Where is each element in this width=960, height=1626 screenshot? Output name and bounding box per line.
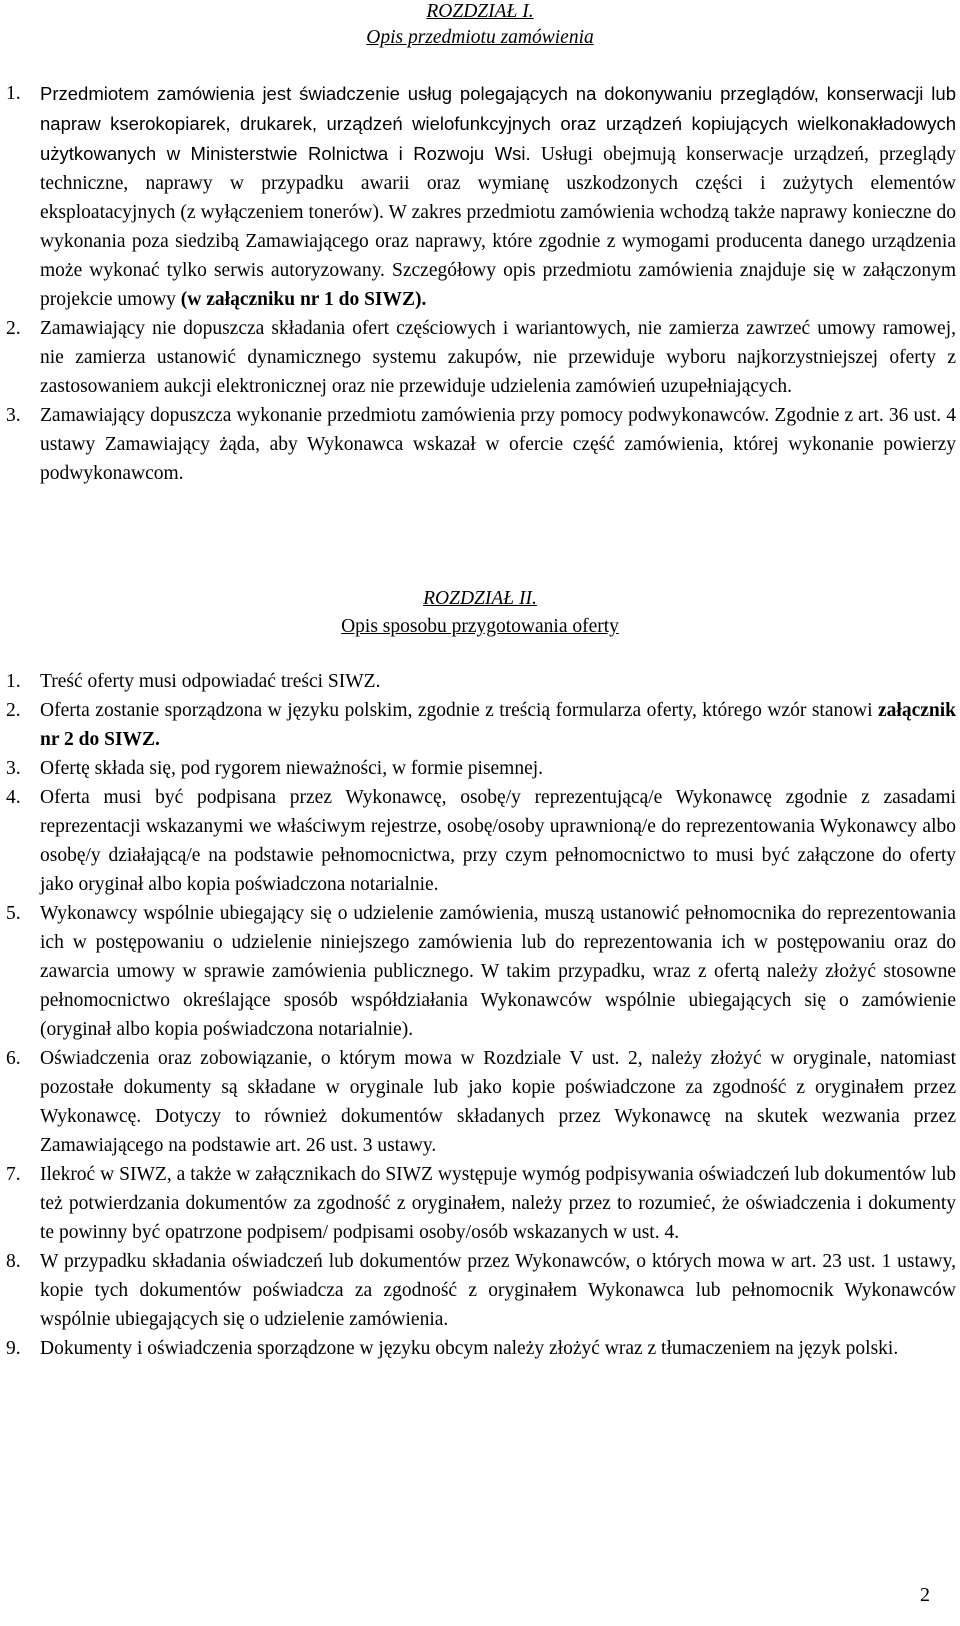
chapter-1-item-2 bbox=[6, 314, 956, 401]
chapter-2-item-2 bbox=[6, 696, 956, 754]
item-number: 3. bbox=[6, 758, 21, 779]
item-text bbox=[40, 696, 956, 754]
chapter-2-item-9 bbox=[6, 1334, 956, 1363]
item-number: 1. bbox=[6, 671, 21, 692]
item-number: 6. bbox=[6, 1048, 21, 1069]
chapter-1-item-3 bbox=[6, 401, 956, 488]
chapter-2-item-7 bbox=[6, 1160, 956, 1247]
chapter-2-item-8 bbox=[6, 1247, 956, 1334]
item-number: 4. bbox=[6, 787, 21, 808]
item-number: 2. bbox=[6, 318, 21, 339]
chapter-2-list bbox=[6, 667, 956, 1363]
item-text-main: Oferta zostanie sporządzona w języku polskim, zgodnie z treścią formularza oferty, którego wzór stanowi bbox=[40, 700, 878, 721]
chapter-2-item-4 bbox=[6, 783, 956, 899]
chapter-1-heading bbox=[0, 0, 960, 51]
chapter-1-subtitle: Opis przedmiotu zamówienia bbox=[366, 27, 594, 48]
chapter-1-list bbox=[6, 79, 956, 488]
chapter-2-subtitle: Opis sposobu przygotowania oferty bbox=[341, 616, 619, 637]
chapter-2-item-3 bbox=[6, 754, 956, 783]
item-text-bold: załącznik nr 2 do SIWZ. bbox=[40, 700, 956, 750]
item-number: 9. bbox=[6, 1338, 21, 1359]
item-text: Treść oferty musi odpowiadać treści SIWZ. bbox=[40, 671, 381, 692]
item-text: Oświadczenia oraz zobowiązanie, o którym mowa w Rozdziale V ust. 2, należy złożyć w oryginale, natomiast pozostałe dokumenty są składane w oryginale lub jako kopie poświadczone za zgodność z oryginałem przez Wykonawcę. Dotyczy to również dokumentów składanych przez Wykonawcę na skutek wezwania przez Zamawiającego na podstawie art. 26 ust. 3 ustawy. bbox=[40, 1048, 956, 1156]
item-text-bold: (w załączniku nr 1 do SIWZ). bbox=[180, 289, 427, 310]
chapter-2-item-5 bbox=[6, 899, 956, 1044]
chapter-2-title: ROZDZIAŁ II. bbox=[423, 588, 537, 609]
item-text: Ilekroć w SIWZ, a także w załącznikach do SIWZ występuje wymóg podpisywania oświadczeń lub dokumentów lub też potwierdzania dokumentów za zgodność z oryginałem, należy przez to rozumieć, że oświadczenia i dokumenty te powinny być opatrzone podpisem/ podpisami osoby/osób wskazanych w ust. 4. bbox=[40, 1164, 956, 1243]
chapter-2-item-1 bbox=[6, 667, 956, 696]
item-number: 8. bbox=[6, 1251, 21, 1272]
item-text: Oferta musi być podpisana przez Wykonawcę, osobę/y reprezentującą/e Wykonawcę zgodnie z zasadami reprezentacji wskazanymi we właściwym rejestrze, osobę/osoby uprawnioną/e do reprezentowania Wykonawcy albo osobę/y działającą/e na podstawie pełnomocnictwa, przy czym pełnomocnictwo to musi być załączone do oferty jako oryginał albo kopia poświadczona notarialnie. bbox=[40, 787, 956, 895]
item-text: Zamawiający dopuszcza wykonanie przedmiotu zamówienia przy pomocy podwykonawców. Zgodnie z art. 36 ust. 4 ustawy Zamawiający żąda, aby Wykonawca wskazał w ofercie część zamówienia, której wykonanie powierzy podwykonawcom. bbox=[40, 405, 956, 484]
item-number: 3. bbox=[6, 405, 21, 426]
item-text: Ofertę składa się, pod rygorem nieważności, w formie pisemnej. bbox=[40, 758, 544, 779]
item-number: 2. bbox=[6, 700, 21, 721]
item-number: 1. bbox=[6, 83, 21, 104]
chapter-1-item-1 bbox=[6, 79, 956, 314]
chapter-2-heading bbox=[0, 586, 960, 640]
item-text: Zamawiający nie dopuszcza składania ofert częściowych i wariantowych, nie zamierza zawrzeć umowy ramowej, nie zamierza ustanowić dynamicznego systemu zakupów, nie przewiduje wyboru najkorzystniejszej oferty z zastosowaniem aukcji elektronicznej oraz nie przewiduje udzielenia zamówień uzupełniających. bbox=[40, 318, 956, 397]
chapter-2-item-6 bbox=[6, 1044, 956, 1160]
item-number: 5. bbox=[6, 903, 21, 924]
item-number: 7. bbox=[6, 1164, 21, 1185]
item-text-sans: Przedmiotem zamówienia jest świadczenie usług polegających na dokonywaniu przeglądów, konserwacji lub napraw kserokopiarek, drukarek, urządzeń wielofunkcyjnych oraz urządzeń kopiujących wielkonakładowych użytkowanych w Ministerstwie Rolnictwa i Rozwoju Wsi. bbox=[40, 83, 956, 164]
item-text: Wykonawcy wspólnie ubiegający się o udzielenie zamówienia, muszą ustanowić pełnomocnika do reprezentowania ich w postępowaniu o udzielenie niniejszego zamówienia lub do reprezentowania ich w postępowaniu oraz do zawarcia umowy w sprawie zamówienia publicznego. W takim przypadku, wraz z ofertą należy złożyć stosowne pełnomocnictwo określające sposób współdziałania Wykonawców wspólnie ubiegających się o zamówienie (oryginał albo kopia poświadczona notarialnie). bbox=[40, 903, 956, 1040]
page-number: 2 bbox=[920, 1584, 930, 1606]
item-text: W przypadku składania oświadczeń lub dokumentów przez Wykonawców, o których mowa w art. 23 ust. 1 ustawy, kopie tych dokumentów poświadcza za zgodność z oryginałem Wykonawca lub pełnomocnik Wykonawców wspólnie ubiegających się o udzielenie zamówienia. bbox=[40, 1251, 956, 1330]
item-text-main: Usługi obejmują konserwacje urządzeń, przeglądy techniczne, naprawy w przypadku awarii oraz wymianę uszkodzonych części i zużytych elementów eksploatacyjnych (z wyłączeniem tonerów). W zakres przedmiotu zamówienia wchodzą także naprawy konieczne do wykonania poza siedzibą Zamawiającego oraz naprawy, które zgodnie z wymogami producenta danego urządzenia może wykonać tylko serwis autoryzowany. Szczegółowy opis przedmiotu zamówienia znajduje się w załączonym projekcie umowy bbox=[40, 144, 956, 310]
item-text: Dokumenty i oświadczenia sporządzone w języku obcym należy złożyć wraz z tłumaczeniem na język polski. bbox=[40, 1338, 899, 1359]
item-text bbox=[40, 79, 956, 314]
chapter-1-title: ROZDZIAŁ I. bbox=[426, 1, 534, 22]
